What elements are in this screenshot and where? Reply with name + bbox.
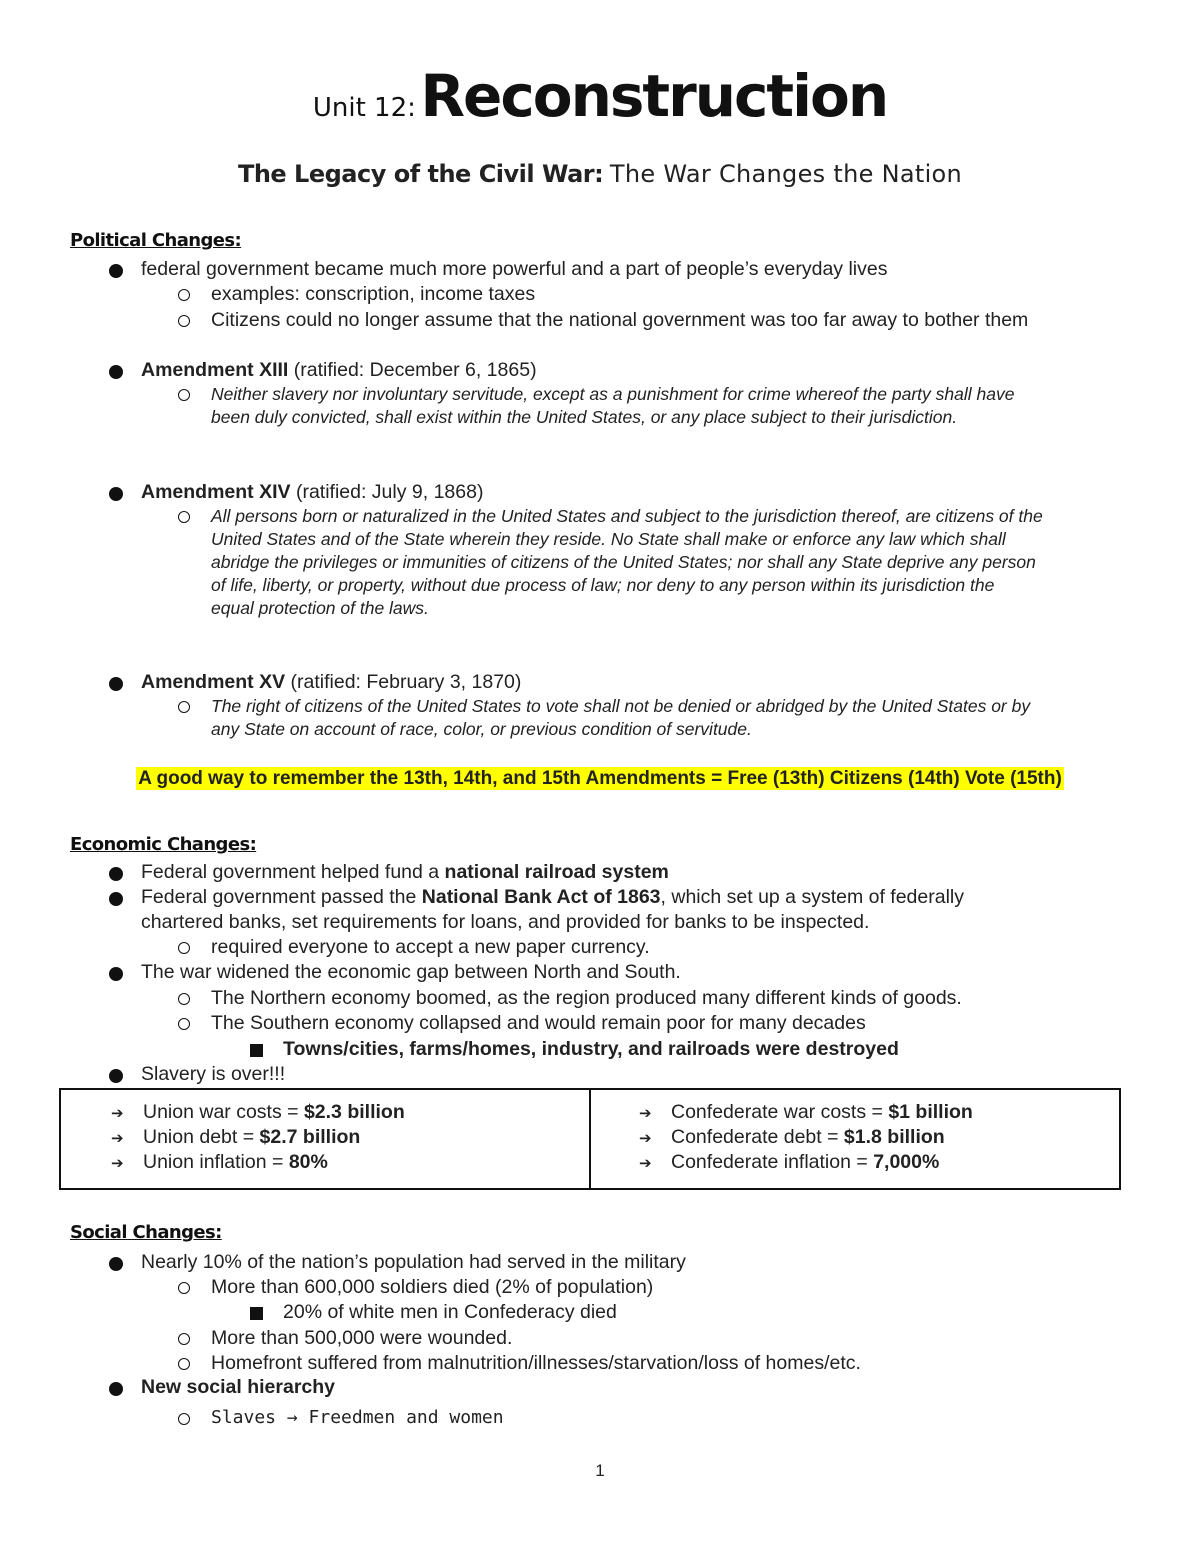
circle-bullet-icon bbox=[178, 1333, 190, 1345]
union-costs-label: Union war costs = bbox=[143, 1101, 304, 1123]
amendment-13-ratified: (ratified: December 6, 1865) bbox=[293, 359, 537, 381]
bank-text: Federal government passed the bbox=[141, 886, 422, 908]
arrow-icon: ➔ bbox=[111, 1155, 124, 1172]
social-white-men: 20% of white men in Confederacy died bbox=[283, 1301, 617, 1323]
union-debt-value: $2.7 billion bbox=[259, 1126, 361, 1148]
amendment-15-text-2: any State on account of race, color, or previous condition of servitude. bbox=[211, 719, 752, 739]
amendment-14-text-4: of life, liberty, or property, without due process of law; nor deny to any person within its jurisdiction the bbox=[211, 575, 995, 595]
economic-bank-line-2: chartered banks, set requirements for loans, and provided for banks to be inspected. bbox=[141, 911, 870, 933]
amendment-15-ratified: (ratified: February 3, 1870) bbox=[290, 671, 522, 693]
economic-slavery: Slavery is over!!! bbox=[141, 1063, 286, 1085]
confederate-costs bbox=[639, 1100, 973, 1126]
union-costs-value: $2.3 billion bbox=[303, 1101, 405, 1123]
mnemonic bbox=[0, 767, 1200, 791]
amendment-15-text-1: The right of citizens of the United States to vote shall not be denied or abridged by the United States or by bbox=[211, 696, 1031, 716]
economic-south: The Southern economy collapsed and would remain poor for many decades bbox=[211, 1012, 866, 1034]
bullet-icon bbox=[109, 365, 123, 379]
amendment-14-text-3: abridge the privileges or immunities of citizens of the United States; nor shall any State deprive any person bbox=[211, 552, 1036, 572]
bullet-icon bbox=[109, 677, 123, 691]
amendment-14 bbox=[141, 480, 483, 504]
square-bullet-icon bbox=[250, 1307, 263, 1320]
union-debt-label: Union debt = bbox=[143, 1126, 260, 1148]
union-inflation-label: Union inflation = bbox=[143, 1151, 289, 1173]
economic-north: The Northern economy boomed, as the region produced many different kinds of goods. bbox=[211, 987, 962, 1009]
political-federal: federal government became much more powerful and a part of people’s everyday lives bbox=[141, 258, 888, 280]
union-debt bbox=[111, 1125, 360, 1151]
union-inflation-value: 80% bbox=[288, 1151, 328, 1173]
political-citizens: Citizens could no longer assume that the national government was too far away to bother them bbox=[211, 309, 1029, 331]
amendment-14-text-2: United States and of the State wherein they reside. No State shall make or enforce any law which shall bbox=[211, 529, 1006, 549]
bullet-icon bbox=[109, 487, 123, 501]
circle-bullet-icon bbox=[178, 1413, 190, 1425]
arrow-icon: ➔ bbox=[639, 1105, 652, 1122]
confederate-inflation-label: Confederate inflation = bbox=[671, 1151, 874, 1173]
economic-bank bbox=[141, 885, 964, 909]
war-costs-table bbox=[59, 1088, 1121, 1190]
amendment-14-text-5: equal protection of the laws. bbox=[211, 598, 429, 618]
economic-railroad bbox=[141, 860, 669, 884]
amendment-14-ratified: (ratified: July 9, 1868) bbox=[295, 481, 484, 503]
confederate-column bbox=[591, 1090, 1119, 1188]
economic-currency: required everyone to accept a new paper currency. bbox=[211, 936, 650, 958]
circle-bullet-icon bbox=[178, 1358, 190, 1370]
arrow-icon: ➔ bbox=[111, 1130, 124, 1147]
subtitle-rest: The War Changes the Nation bbox=[609, 160, 963, 188]
social-died: More than 600,000 soldiers died (2% of population) bbox=[211, 1276, 654, 1298]
political-heading: Political Changes: bbox=[70, 230, 242, 251]
amendment-15 bbox=[141, 670, 521, 694]
bullet-icon bbox=[109, 892, 123, 906]
circle-bullet-icon bbox=[178, 315, 190, 327]
circle-bullet-icon bbox=[178, 511, 190, 523]
bullet-icon bbox=[109, 967, 123, 981]
page-subtitle bbox=[0, 160, 1200, 189]
union-costs bbox=[111, 1100, 405, 1126]
confederate-inflation-value: 7,000% bbox=[873, 1151, 940, 1173]
bullet-icon bbox=[109, 264, 123, 278]
railroad-bold: national railroad system bbox=[444, 861, 669, 883]
economic-destroyed: Towns/cities, farms/homes, industry, and railroads were destroyed bbox=[283, 1038, 899, 1060]
circle-bullet-icon bbox=[178, 389, 190, 401]
unit-label: Unit 12: bbox=[312, 93, 416, 123]
circle-bullet-icon bbox=[178, 942, 190, 954]
confederate-debt-label: Confederate debt = bbox=[671, 1126, 844, 1148]
confederate-debt bbox=[639, 1125, 945, 1151]
social-wounded: More than 500,000 were wounded. bbox=[211, 1327, 513, 1349]
circle-bullet-icon bbox=[178, 1018, 190, 1030]
bullet-icon bbox=[109, 1382, 123, 1396]
social-military: Nearly 10% of the nation’s population had served in the military bbox=[141, 1251, 686, 1273]
mnemonic-highlight: A good way to remember the 13th, 14th, and 15th Amendments = Free (13th) Citizens (14th) Vote (15th) bbox=[138, 768, 1062, 789]
economic-heading: Economic Changes: bbox=[70, 834, 257, 855]
amendment-14-name: Amendment XIV bbox=[141, 481, 291, 503]
economic-gap: The war widened the economic gap between North and South. bbox=[141, 961, 681, 983]
bullet-icon bbox=[109, 1069, 123, 1083]
social-hierarchy: New social hierarchy bbox=[141, 1376, 336, 1398]
amendment-13-name: Amendment XIII bbox=[141, 359, 289, 381]
confederate-costs-label: Confederate war costs = bbox=[671, 1101, 889, 1123]
confederate-costs-value: $1 billion bbox=[888, 1101, 973, 1123]
confederate-inflation bbox=[639, 1150, 939, 1176]
arrow-icon: ➔ bbox=[639, 1130, 652, 1147]
circle-bullet-icon bbox=[178, 1282, 190, 1294]
circle-bullet-icon bbox=[178, 993, 190, 1005]
amendment-15-name: Amendment XV bbox=[141, 671, 286, 693]
social-homefront: Homefront suffered from malnutrition/illnesses/starvation/loss of homes/etc. bbox=[211, 1352, 861, 1374]
amendment-13-text-2: been duly convicted, shall exist within the United States, or any place subject to their jurisdiction. bbox=[211, 407, 958, 427]
bank-text-post: , which set up a system of federally bbox=[660, 886, 964, 908]
bullet-icon bbox=[109, 867, 123, 881]
bullet-icon bbox=[109, 1257, 123, 1271]
social-heading: Social Changes: bbox=[70, 1222, 222, 1243]
page-number: 1 bbox=[595, 1461, 605, 1480]
amendment-13 bbox=[141, 358, 537, 382]
circle-bullet-icon bbox=[178, 701, 190, 713]
amendment-13-text-1: Neither slavery nor involuntary servitude, except as a punishment for crime whereof the party shall have bbox=[211, 384, 1015, 404]
unit-title: Reconstruction bbox=[420, 62, 888, 130]
square-bullet-icon bbox=[250, 1044, 263, 1057]
circle-bullet-icon bbox=[178, 289, 190, 301]
arrow-icon: ➔ bbox=[639, 1155, 652, 1172]
subtitle-bold: The Legacy of the Civil War: bbox=[237, 160, 604, 188]
social-slaves: Slaves → Freedmen and women bbox=[211, 1407, 504, 1428]
arrow-icon: ➔ bbox=[111, 1105, 124, 1122]
amendment-14-text-1: All persons born or naturalized in the United States and subject to the jurisdiction thereof, are citizens of the bbox=[211, 506, 1043, 526]
confederate-debt-value: $1.8 billion bbox=[843, 1126, 945, 1148]
page-title bbox=[0, 62, 1200, 130]
union-column bbox=[61, 1090, 591, 1188]
political-examples: examples: conscription, income taxes bbox=[211, 283, 536, 305]
union-inflation bbox=[111, 1150, 328, 1176]
railroad-text: Federal government helped fund a bbox=[141, 861, 445, 883]
bank-bold: National Bank Act of 1863 bbox=[421, 886, 661, 908]
